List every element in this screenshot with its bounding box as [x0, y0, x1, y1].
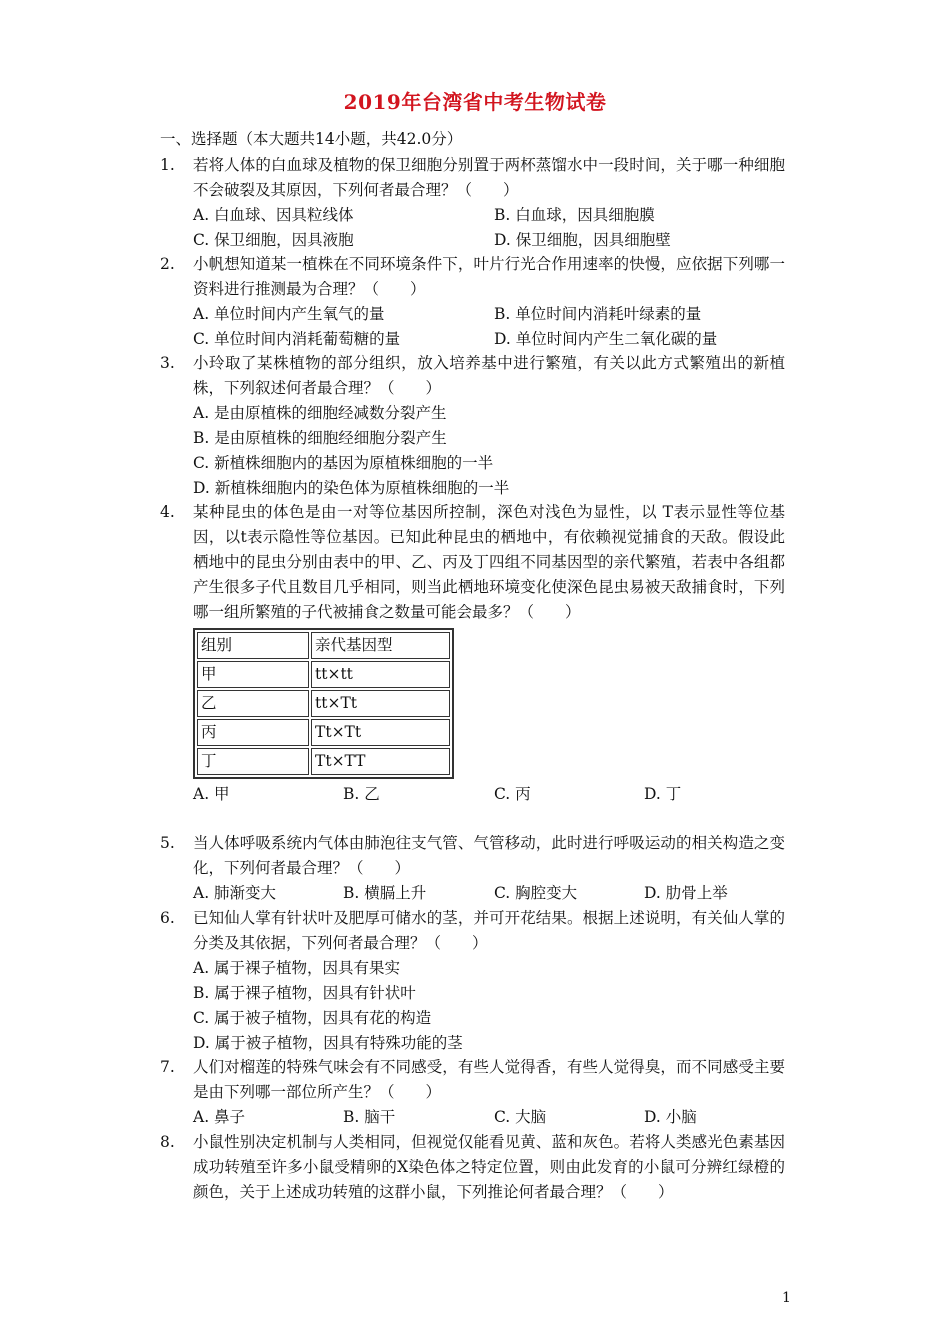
question-number: 4. — [160, 503, 175, 521]
option-a: A. 是由原植株的细胞经减数分裂产生 — [193, 404, 447, 422]
section-heading: 一、选择题（本大题共14小题，共42.0分） — [160, 130, 463, 148]
question-stem: 若将人体的白血球及植物的保卫细胞分别置于两杯蒸馏水中一段时间，关于哪一种细胞不会破裂及其原因，下列何者最合理？（ ） — [193, 156, 785, 199]
option-a: A. 属于裸子植物，因具有果实 — [193, 959, 401, 977]
question-stem: 当人体呼吸系统内气体由肺泡往支气管、气管移动，此时进行呼吸运动的相关构造之变化，下列何者最合理？（ ） — [193, 834, 785, 877]
options — [193, 956, 785, 1056]
question-number: 2. — [160, 255, 175, 273]
question-stem: 小帆想知道某一植株在不同环境条件下，叶片行光合作用速率的快慢，应依据下列哪一资料进行推测最为合理？（ ） — [193, 255, 785, 298]
option-b: B. 乙 — [343, 785, 380, 803]
option-b: B. 单位时间内消耗叶绿素的量 — [494, 305, 702, 323]
table-row — [197, 719, 450, 746]
table-cell: tt×Tt — [311, 690, 450, 717]
question-number: 5. — [160, 834, 175, 852]
question-6 — [160, 906, 785, 1056]
question-3 — [160, 351, 785, 501]
option-d: D. 小脑 — [644, 1108, 697, 1126]
question-number: 6. — [160, 909, 175, 927]
table-cell: Tt×TT — [311, 748, 450, 775]
option-d: D. 肋骨上举 — [644, 884, 728, 902]
table-header-cell: 亲代基因型 — [311, 632, 450, 659]
option-c: C. 大脑 — [494, 1108, 547, 1126]
option-b: B. 属于裸子植物，因具有针状叶 — [193, 984, 416, 1002]
option-c: C. 胸腔变大 — [494, 884, 578, 902]
genotype-table — [193, 628, 454, 779]
question-8 — [160, 1130, 785, 1205]
option-c: C. 丙 — [494, 785, 531, 803]
option-b: B. 横膈上升 — [343, 884, 427, 902]
table-cell: Tt×Tt — [311, 719, 450, 746]
question-2 — [160, 252, 785, 352]
options — [193, 782, 785, 807]
question-stem: 某种昆虫的体色是由一对等位基因所控制，深色对浅色为显性，以 T表示显性等位基因，以t表示隐性等位基因。已知此种昆虫的栖地中，有依赖视觉捕食的天敌。假设此栖地中的昆虫分别由表中的甲、乙、丙及丁四组不同基因型的亲代繁殖，若表中各组都产生很多子代且数目几乎相同，则当此栖地环境变化使深色昆虫易被天敌捕食时，下列哪一组所繁殖的子代被捕食之数量可能会最多？（ ） — [193, 503, 785, 621]
option-d: D. 单位时间内产生二氧化碳的量 — [494, 330, 718, 348]
option-a: A. 白血球、因具粒线体 — [193, 206, 354, 224]
option-a: A. 甲 — [193, 785, 230, 803]
table-header-cell: 组别 — [197, 632, 309, 659]
table-cell: 甲 — [197, 661, 309, 688]
table-row — [197, 690, 450, 717]
question-number: 3. — [160, 354, 175, 372]
option-b: B. 脑干 — [343, 1108, 396, 1126]
options — [193, 1105, 785, 1130]
options — [193, 881, 785, 906]
table-cell: tt×tt — [311, 661, 450, 688]
question-5 — [160, 831, 785, 906]
option-d: D. 新植株细胞内的染色体为原植株细胞的一半 — [193, 479, 510, 497]
option-b: B. 白血球，因具细胞膜 — [494, 206, 655, 224]
table-header-row — [197, 632, 450, 659]
options — [193, 302, 785, 352]
option-b: B. 是由原植株的细胞经细胞分裂产生 — [193, 429, 447, 447]
table-cell: 丙 — [197, 719, 309, 746]
option-d: D. 丁 — [644, 785, 682, 803]
question-stem: 人们对榴莲的特殊气味会有不同感受，有些人觉得香，有些人觉得臭，而不同感受主要是由下列哪一部位所产生？（ ） — [193, 1058, 785, 1101]
question-4 — [160, 500, 785, 807]
table-cell: 乙 — [197, 690, 309, 717]
question-stem: 小玲取了某株植物的部分组织，放入培养基中进行繁殖，有关以此方式繁殖出的新植株，下列叙述何者最合理？（ ） — [193, 354, 785, 397]
question-1 — [160, 153, 785, 253]
table-row — [197, 748, 450, 775]
question-stem: 小鼠性别决定机制与人类相同，但视觉仅能看见黄、蓝和灰色。若将人类感光色素基因成功转殖至许多小鼠受精卵的X染色体之特定位置，则由此发育的小鼠可分辨红绿橙的颜色，关于上述成功转殖的这群小鼠，下列推论何者最合理？（ ） — [193, 1133, 785, 1201]
option-a: A. 肺渐变大 — [193, 884, 277, 902]
option-d: D. 保卫细胞，因具细胞壁 — [494, 231, 671, 249]
table-cell: 丁 — [197, 748, 309, 775]
question-stem: 已知仙人掌有针状叶及肥厚可储水的茎，并可开花结果。根据上述说明，有关仙人掌的分类及其依据，下列何者最合理？（ ） — [193, 909, 785, 952]
question-number: 8. — [160, 1133, 175, 1151]
options — [193, 401, 785, 501]
options — [193, 203, 785, 253]
question-number: 1. — [160, 156, 175, 174]
question-7 — [160, 1055, 785, 1130]
option-c: C. 新植株细胞内的基因为原植株细胞的一半 — [193, 454, 494, 472]
option-c: C. 保卫细胞，因具液胞 — [193, 231, 354, 249]
option-a: A. 鼻子 — [193, 1108, 246, 1126]
page-number: 1 — [782, 1290, 791, 1306]
option-c: C. 属于被子植物，因具有花的构造 — [193, 1009, 432, 1027]
table-row — [197, 661, 450, 688]
page-title: 2019年台湾省中考生物试卷 — [343, 90, 607, 114]
option-d: D. 属于被子植物，因具有特殊功能的茎 — [193, 1034, 463, 1052]
option-c: C. 单位时间内消耗葡萄糖的量 — [193, 330, 401, 348]
question-number: 7. — [160, 1058, 175, 1076]
option-a: A. 单位时间内产生氧气的量 — [193, 305, 385, 323]
